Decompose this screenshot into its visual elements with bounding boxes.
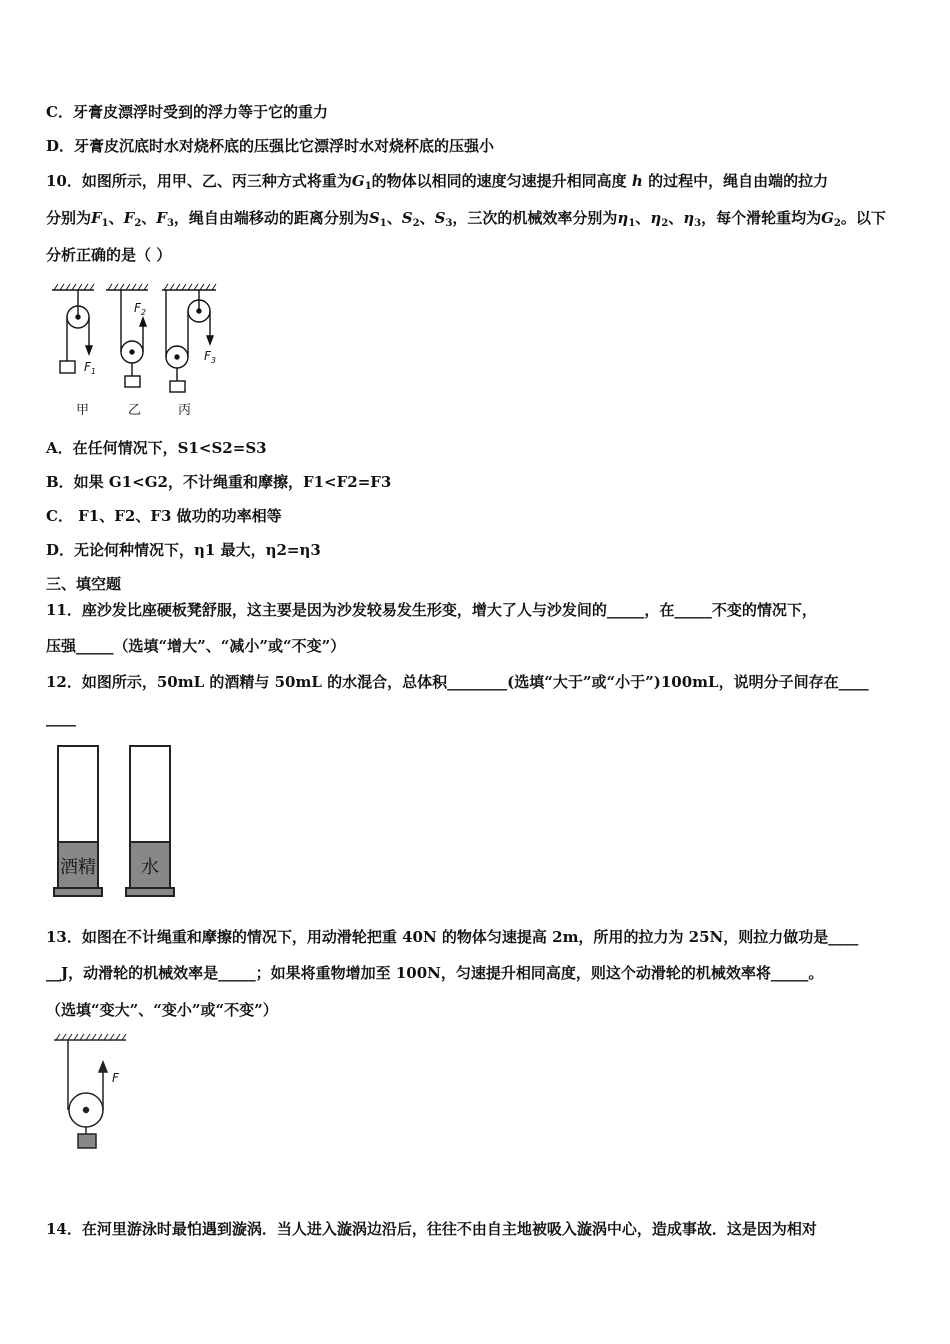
q9-option-c: C．牙膏皮漂浮时受到的浮力等于它的重力	[46, 103, 328, 121]
q10-label-jia: 甲	[76, 403, 90, 418]
q12-cylinders-figure	[50, 742, 190, 902]
q12-line1: 12．如图所示，50mL 的酒精与 50mL 的水混合，总体积________(选填“大于”或“小于”)100mL，说明分子间存在____	[46, 673, 869, 691]
q9-option-d: D．牙膏皮沉底时水对烧杯底的压强比它漂浮时水对烧杯底的压强小	[46, 137, 495, 155]
q14-line1: 14．在河里游泳时最怕遇到漩涡．当人进入漩涡边沿后，往往不由自主地被吸入漩涡中心，造成事故．这是因为相对	[46, 1220, 817, 1238]
q13-label-f: F	[112, 1071, 119, 1085]
q13-line2: __J，动滑轮的机械效率是_____；如果将重物增加至 100N，匀速提升相同高度，则这个动滑轮的机械效率将_____。	[46, 964, 824, 982]
q12-line2: ____	[46, 709, 76, 727]
q10-stem-line1: 10．如图所示，用甲、乙、丙三种方式将重为$G_1$的物体以相同的速度匀速提升相同高度 h 的过程中，绳自由端的拉力	[46, 172, 829, 192]
q10-label-f1: $F_1$	[84, 360, 96, 376]
q13-line1: 13．如图在不计绳重和摩擦的情况下，用动滑轮把重 40N 的物体匀速提高 2m，所用的拉力为 25N，则拉力做功是____	[46, 928, 859, 946]
q10-label-f2: $F_2$	[134, 301, 146, 317]
q10-label-yi: 乙	[128, 403, 142, 418]
q11-line2: 压强_____（选填“增大”、“减小”或“不变”）	[46, 637, 346, 655]
q10-stem-line3: 分析正确的是（ ）	[46, 246, 172, 264]
section-heading: 三、填空题	[46, 575, 122, 593]
q13-pulley-figure	[48, 1030, 138, 1160]
q10-label-f3: $F_3$	[204, 349, 216, 365]
q10-stem-line2: 分别为$F_1$、$F_2$、$F_3$，绳自由端移动的距离分别为$S_1$、$S_2$、$S_3$，三次的机械效率分别为$\eta_1$、$\eta_2$、$\eta_3$，每个滑轮重均为$G_2$。以下	[46, 209, 886, 229]
q11-line1: 11．座沙发比座硬板凳舒服，这主要是因为沙发较易发生形变，增大了人与沙发间的_____，在_____不变的情况下，	[46, 601, 817, 619]
q12-label-water: 水	[141, 857, 159, 878]
q10-option-d: D．无论何种情况下，η1 最大，η2=η3	[46, 541, 321, 559]
q12-label-alcohol: 酒精	[60, 857, 96, 878]
q10-pulley-figure	[44, 282, 234, 422]
q10-option-b: B．如果 G1<G2，不计绳重和摩擦，F1<F2=F3	[46, 473, 392, 491]
q10-label-bing: 丙	[178, 403, 192, 418]
q10-option-a: A．在任何情况下，S1<S2=S3	[46, 439, 267, 457]
q10-option-c: C． F1、F2、F3 做功的功率相等	[46, 507, 282, 525]
q13-line3: （选填“变大”、“变小”或“不变”）	[46, 1001, 278, 1019]
